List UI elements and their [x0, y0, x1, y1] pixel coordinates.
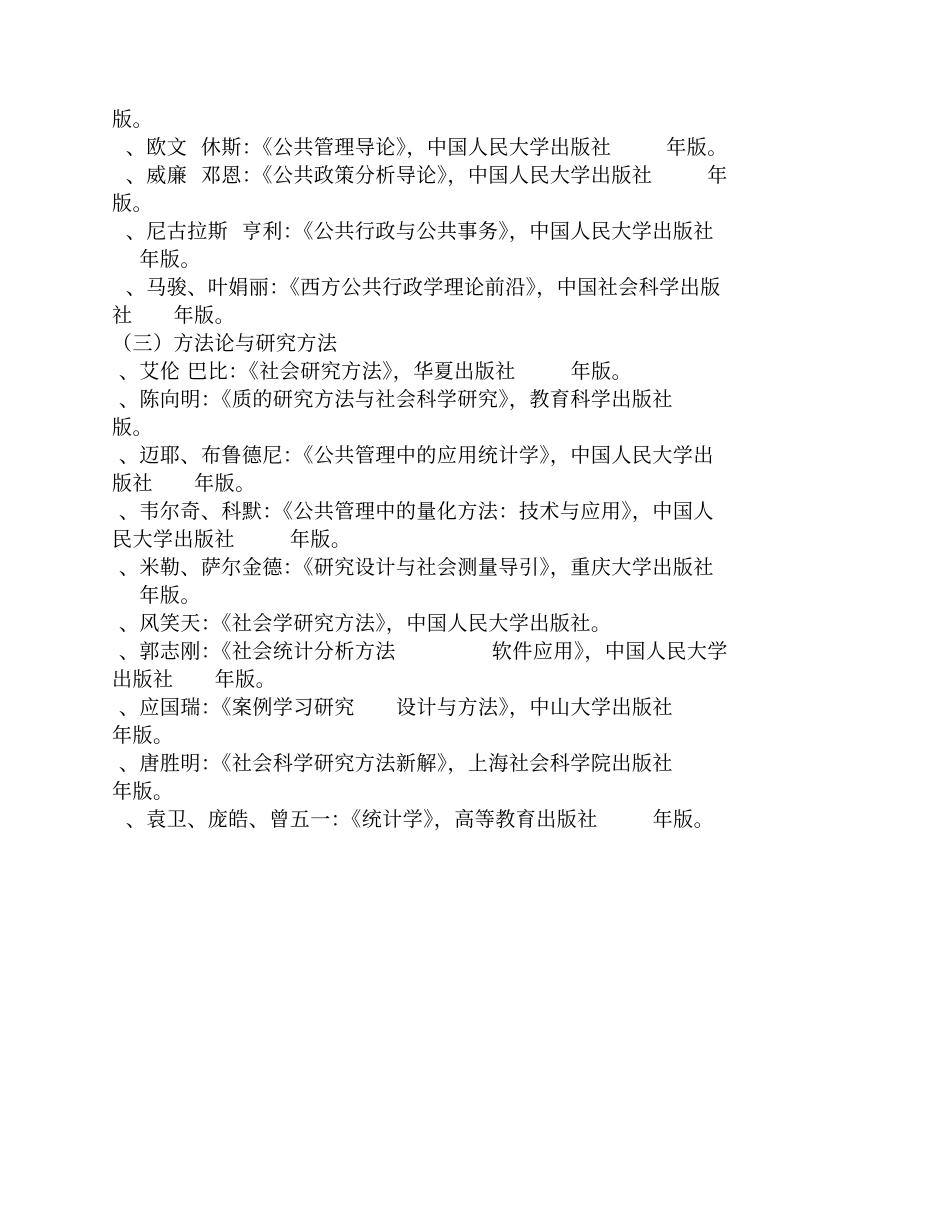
reference-item: 、尼古拉斯 亨利：《公共行政与公共事务》，中国人民大学出版社 — [112, 219, 714, 243]
text-line: 年版。 — [112, 779, 174, 803]
reference-item: 、袁卫、庞皓、曾五一：《统计学》，高等教育出版社 年版。 — [112, 807, 715, 831]
text-line: 版。 — [112, 415, 153, 439]
reference-item: 、威廉 邓恩：《公共政策分析导论》，中国人民大学出版社 年 — [112, 163, 728, 187]
text-line: 出版社 年版。 — [112, 667, 277, 691]
reference-item: 、马骏、叶娟丽：《西方公共行政学理论前沿》，中国社会科学出版 — [112, 275, 721, 299]
text-line: 年版。 — [112, 247, 201, 271]
reference-item: 、米勒、萨尔金德：《研究设计与社会测量导引》，重庆大学出版社 — [112, 555, 714, 579]
reference-item: 、韦尔奇、科默：《公共管理中的量化方法：技术与应用》，中国人 — [112, 499, 714, 523]
reference-item: 、唐胜明：《社会科学研究方法新解》，上海社会科学院出版社 — [112, 751, 673, 775]
reference-item: 、陈向明：《质的研究方法与社会科学研究》，教育科学出版社 — [112, 387, 673, 411]
reference-item: 、郭志刚：《社会统计分析方法 软件应用》，中国人民大学 — [112, 639, 728, 663]
reference-item: 、应国瑞：《案例学习研究 设计与方法》，中山大学出版社 — [112, 695, 674, 719]
text-line: 版。 — [112, 107, 153, 131]
section-heading: （三）方法论与研究方法 — [112, 331, 338, 355]
reference-item: 、艾伦 巴比：《社会研究方法》，华夏出版社 年版。 — [112, 359, 633, 383]
reference-item: 、迈耶、布鲁德尼：《公共管理中的应用统计学》，中国人民大学出 — [112, 443, 714, 467]
reference-item: 、风笑天：《社会学研究方法》，中国人民大学出版社。 — [112, 611, 612, 635]
text-line: 年版。 — [112, 583, 201, 607]
text-line: 年版。 — [112, 723, 174, 747]
text-line: 社 年版。 — [112, 303, 236, 327]
text-line: 版。 — [112, 191, 153, 215]
text-line: 民大学出版社 年版。 — [112, 527, 352, 551]
reference-item: 、欧文 休斯：《公共管理导论》，中国人民大学出版社 年版。 — [112, 135, 728, 159]
text-line: 版社 年版。 — [112, 471, 256, 495]
